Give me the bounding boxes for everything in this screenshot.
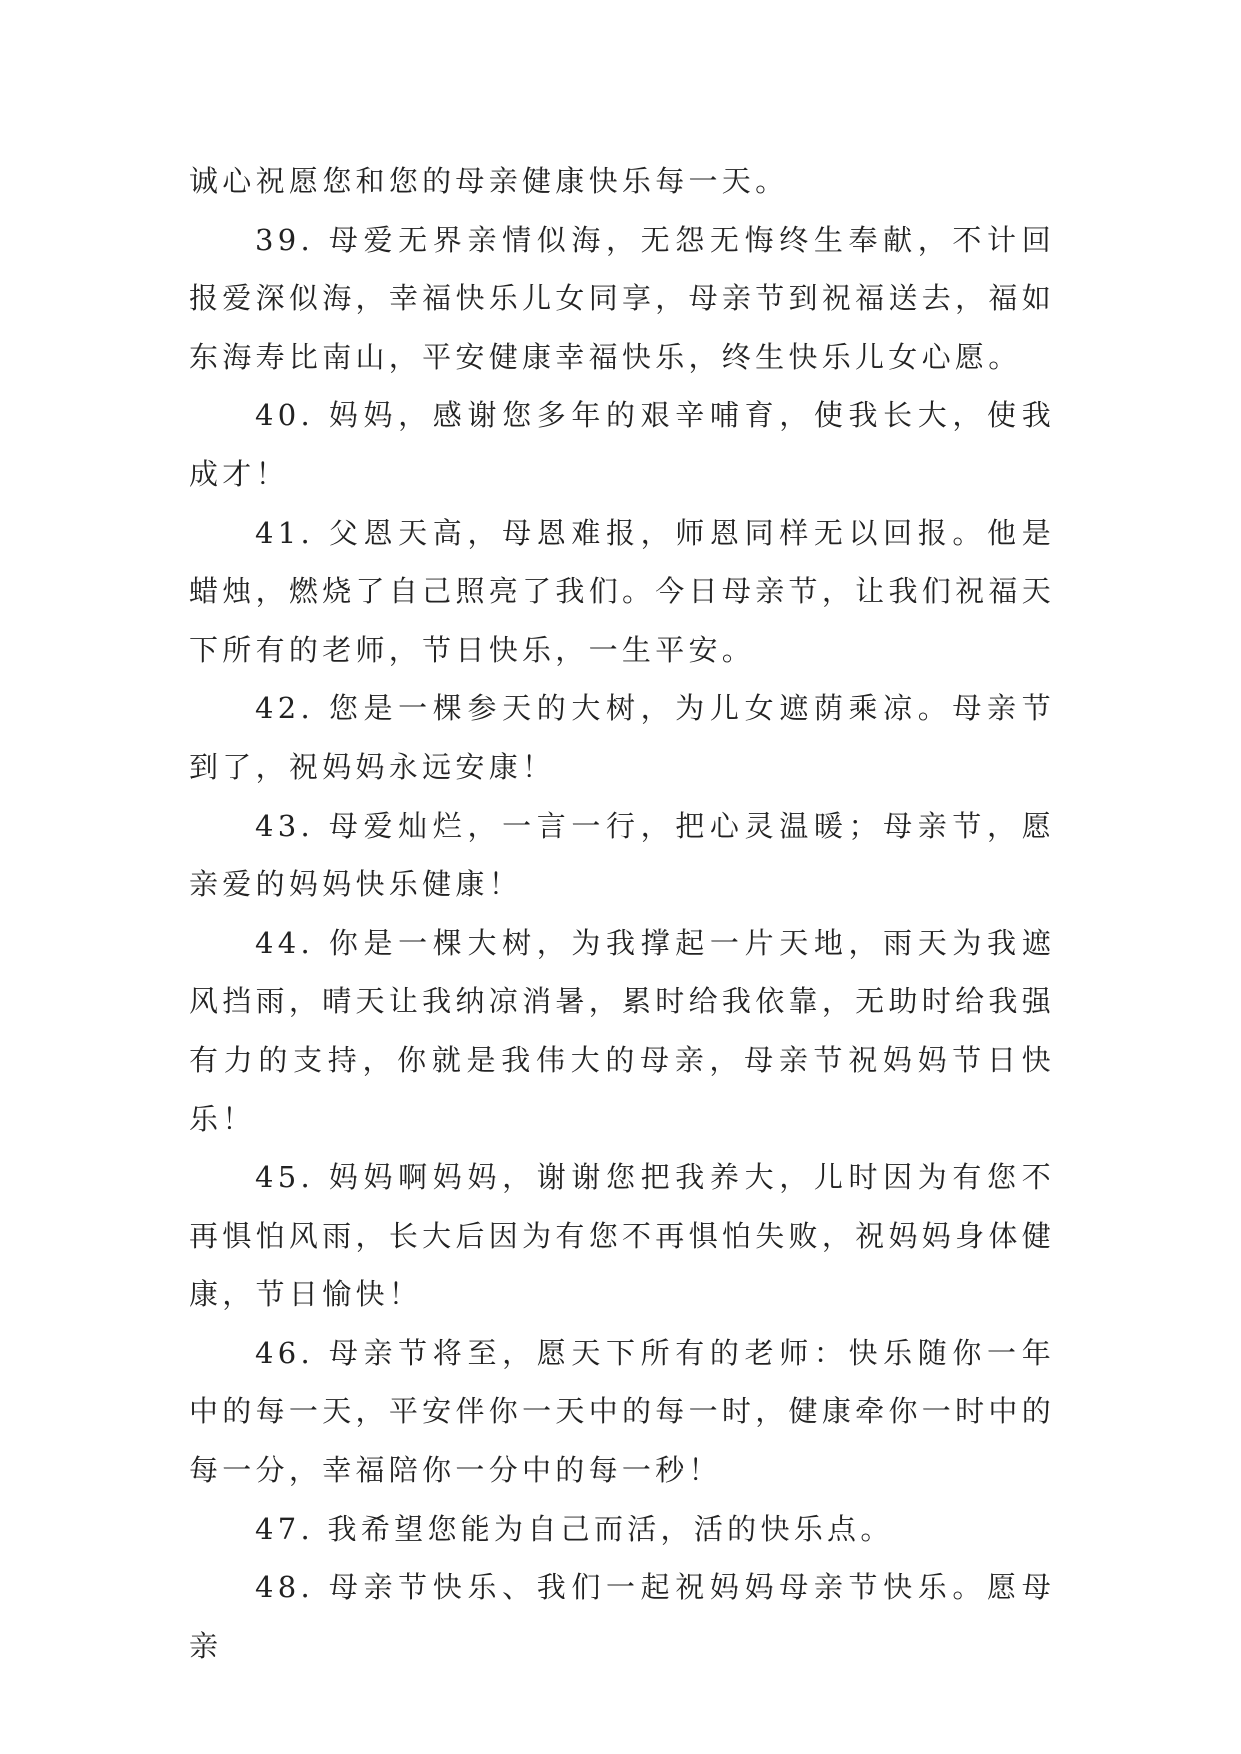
paragraph-item-41: 41. 父恩天高，母恩难报，师恩同样无以回报。他是蜡烛，燃烧了自己照亮了我们。今日母亲节，让我们祝福天下所有的老师，节日快乐，一生平安。 bbox=[189, 515, 1055, 667]
paragraph-item-47: 47. 我希望您能为自己而活，活的快乐点。 bbox=[255, 1511, 894, 1546]
paragraph-continuation: 诚心祝愿您和您的母亲健康快乐每一天。 bbox=[189, 164, 789, 198]
paragraph-item-40: 40. 妈妈，感谢您多年的艰辛哺育，使我长大，使我成才！ bbox=[189, 398, 1055, 491]
document-body bbox=[189, 152, 1055, 1675]
paragraph-item-43: 43. 母爱灿烂，一言一行，把心灵温暖；母亲节，愿亲爱的妈妈快乐健康！ bbox=[189, 808, 1055, 902]
paragraph-item-45: 45. 妈妈啊妈妈，谢谢您把我养大，儿时因为有您不再惧怕风雨，长大后因为有您不再惧怕失败，祝妈妈身体健康，节日愉快！ bbox=[189, 1160, 1055, 1312]
paragraph-item-48: 48. 母亲节快乐、我们一起祝妈妈母亲节快乐。愿母亲 bbox=[189, 1570, 1055, 1663]
paragraph-item-42: 42. 您是一棵参天的大树，为儿女遮荫乘凉。母亲节到了，祝妈妈永远安康！ bbox=[189, 691, 1055, 784]
paragraph-item-44: 44. 你是一棵大树，为我撑起一片天地，雨天为我遮风挡雨，晴天让我纳凉消暑，累时给我依靠，无助时给我强有力的支持，你就是我伟大的母亲，母亲节祝妈妈节日快乐！ bbox=[189, 925, 1055, 1136]
paragraph-item-46: 46. 母亲节将至，愿天下所有的老师：快乐随你一年中的每一天，平安伴你一天中的每一时，健康牵你一时中的每一分，幸福陪你一分中的每一秒！ bbox=[189, 1335, 1055, 1488]
paragraph-item-39: 39. 母爱无界亲情似海，无怨无悔终生奉献，不计回报爱深似海，幸福快乐儿女同享，母亲节到祝福送去，福如东海寿比南山，平安健康幸福快乐，终生快乐儿女心愿。 bbox=[189, 222, 1055, 374]
